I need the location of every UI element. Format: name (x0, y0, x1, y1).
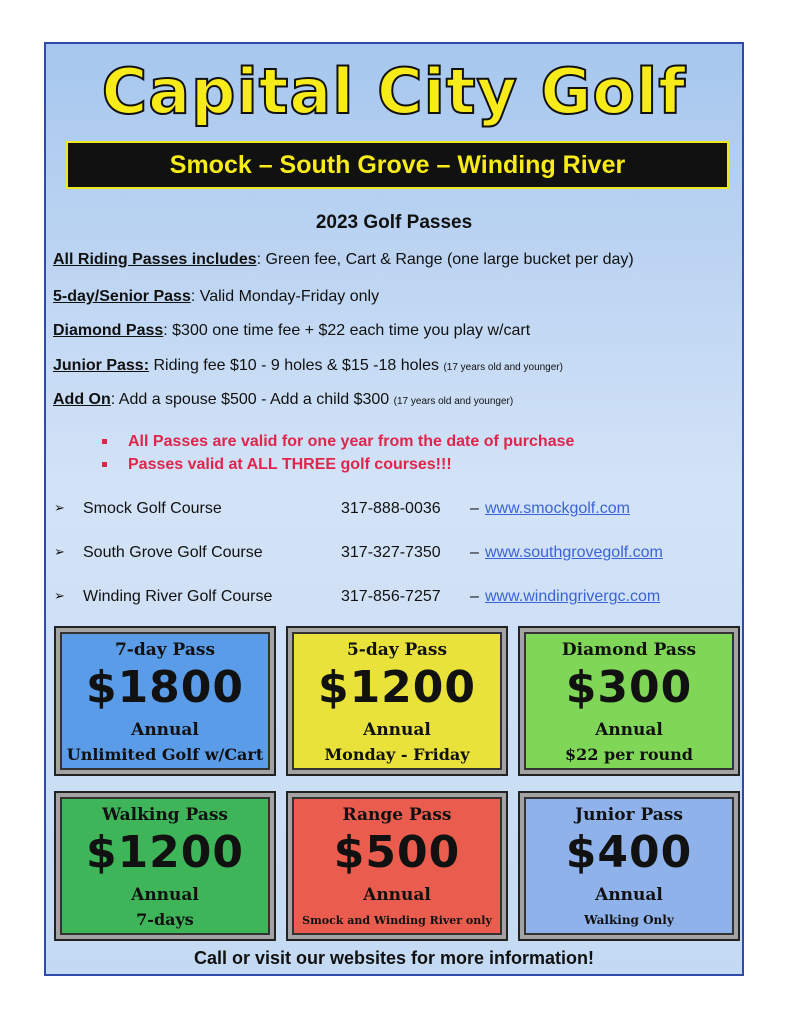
pass-term: Annual (363, 885, 431, 905)
bullet-square-icon (102, 462, 107, 467)
info-junior (53, 357, 563, 375)
info-riding-text: : Green fee, Cart & Range (one large bucket per day) (256, 251, 634, 268)
notice-item (100, 433, 574, 456)
courses-subtitle-bar (66, 141, 729, 189)
info-diamond (53, 322, 530, 340)
course-website-link[interactable]: www.smockgolf.com (485, 500, 630, 517)
info-addon (53, 391, 513, 409)
info-riding-label: All Riding Passes includes (53, 251, 257, 268)
course-name: South Grove Golf Course (83, 544, 263, 561)
course-phone: 317-327-7350 (341, 544, 441, 561)
pass-detail: Smock and Winding River only (302, 914, 492, 927)
pass-card-walking (54, 791, 276, 941)
info-junior-text: Riding fee $10 - 9 holes & $15 -18 holes (149, 357, 444, 374)
pass-card-7-day (54, 626, 276, 776)
notice-item (100, 456, 574, 479)
pass-term: Annual (131, 885, 199, 905)
course-name: Winding River Golf Course (83, 588, 273, 605)
arrow-bullet-icon: ➢ (54, 588, 65, 603)
pass-title: Junior Pass (575, 805, 683, 825)
info-addon-note: (17 years old and younger) (393, 396, 514, 407)
pass-price: $1800 (85, 662, 245, 713)
flyer-title: Capital City Golf (101, 55, 687, 128)
notice-text: Passes valid at ALL THREE golf courses!!! (128, 456, 452, 473)
course-row-smock (54, 500, 694, 522)
pass-detail: Walking Only (584, 913, 674, 927)
pass-title: 7-day Pass (114, 640, 216, 660)
pass-title: 5-day Pass (346, 640, 448, 660)
footer-call-to-action: Call or visit our websites for more information! (193, 948, 595, 968)
arrow-bullet-icon: ➢ (54, 500, 65, 515)
pass-detail: $22 per round (565, 745, 693, 764)
pass-term: Annual (595, 885, 663, 905)
info-senior (53, 288, 379, 306)
pass-price: $400 (565, 827, 693, 878)
notice-text: All Passes are valid for one year from the date of purchase (128, 433, 575, 450)
course-row-winding-river (54, 588, 694, 610)
course-dash: – (470, 500, 479, 517)
notice-list (100, 433, 574, 479)
course-dash: – (470, 544, 479, 561)
courses-subtitle: Smock – South Grove – Winding River (169, 150, 626, 179)
pass-card-range (286, 791, 508, 941)
info-senior-label: 5-day/Senior Pass (53, 288, 191, 305)
passes-heading: 2023 Golf Passes (315, 212, 473, 233)
pass-detail: 7-days (136, 910, 194, 929)
course-website-link[interactable]: www.windingrivergc.com (485, 588, 661, 605)
pass-term: Annual (131, 720, 199, 740)
pass-title: Diamond Pass (561, 640, 697, 660)
info-diamond-text: : $300 one time fee + $22 each time you play w/cart (163, 322, 531, 339)
bullet-square-icon (102, 439, 107, 444)
pass-price: $1200 (317, 662, 477, 713)
course-website-link[interactable]: www.southgrovegolf.com (485, 544, 663, 561)
info-addon-text: : Add a spouse $500 - Add a child $300 (110, 391, 394, 408)
arrow-bullet-icon: ➢ (54, 544, 65, 559)
course-phone: 317-856-7257 (341, 588, 441, 605)
golf-pass-flyer (44, 42, 744, 976)
pass-title: Walking Pass (102, 805, 228, 825)
course-phone: 317-888-0036 (341, 500, 441, 517)
pass-title: Range Pass (342, 805, 452, 825)
info-diamond-label: Diamond Pass (53, 322, 164, 339)
info-addon-label: Add On (53, 391, 111, 408)
info-senior-text: : Valid Monday-Friday only (190, 288, 380, 305)
pass-card-5-day (286, 626, 508, 776)
pass-term: Annual (595, 720, 663, 740)
pass-price: $500 (333, 827, 461, 878)
pass-card-diamond (518, 626, 740, 776)
pass-term: Annual (363, 720, 431, 740)
course-dash: – (470, 588, 479, 605)
pass-detail: Monday - Friday (324, 745, 470, 764)
pass-price: $300 (565, 662, 693, 713)
course-name: Smock Golf Course (83, 500, 222, 517)
info-riding (53, 251, 634, 269)
info-junior-note: (17 years old and younger) (443, 362, 563, 373)
pass-price: $1200 (85, 827, 245, 878)
pass-card-junior (518, 791, 740, 941)
course-row-south-grove (54, 544, 694, 566)
info-junior-label: Junior Pass: (53, 357, 150, 374)
pass-detail: Unlimited Golf w/Cart (66, 745, 264, 764)
